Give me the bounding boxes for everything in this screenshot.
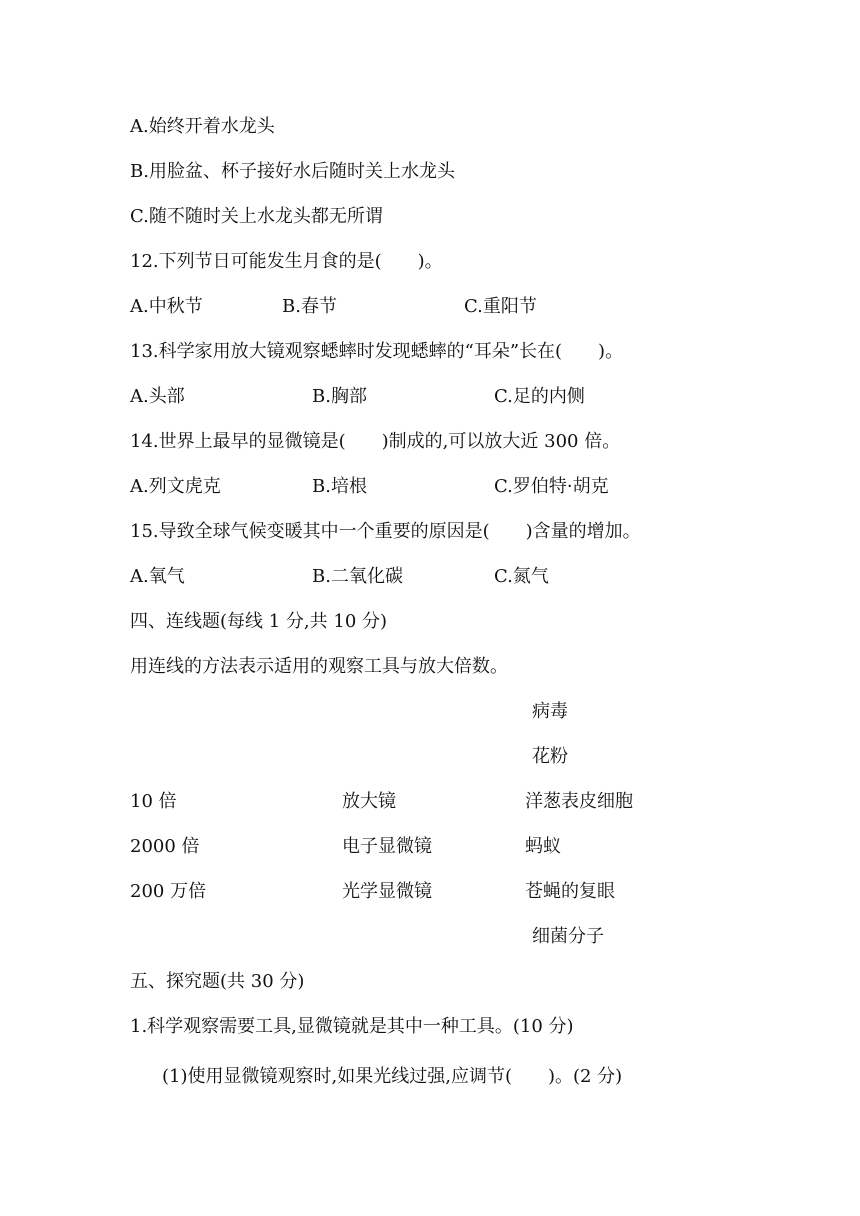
q14-stem: 14.世界上最早的显微镜是( )制成的,可以放大近 300 倍。 <box>130 431 621 452</box>
q15-option-b: B.二氧化碳 <box>312 566 403 587</box>
q14-option-b: B.培根 <box>312 476 367 497</box>
q13-option-c: C.足的内侧 <box>494 386 585 407</box>
section4-heading: 四、连线题(每线 1 分,共 10 分) <box>130 611 388 632</box>
section5-heading: 五、探究题(共 30 分) <box>130 971 305 992</box>
q12-stem: 12.下列节日可能发生月食的是( )。 <box>130 251 443 272</box>
matching-magnification-2000x: 2000 倍 <box>130 836 200 857</box>
q12-option-b: B.春节 <box>282 296 337 317</box>
matching-object-virus: 病毒 <box>532 701 568 722</box>
matching-tool-optical-microscope: 光学显微镜 <box>342 881 432 902</box>
q13-option-a: A.头部 <box>130 386 185 407</box>
section4-instruction: 用连线的方法表示适用的观察工具与放大倍数。 <box>130 656 508 677</box>
q12-option-a: A.中秋节 <box>130 296 203 317</box>
matching-object-onion-cell: 洋葱表皮细胞 <box>525 791 633 812</box>
q15-option-c: C.氮气 <box>494 566 549 587</box>
matching-object-fly-compound-eye: 苍蝇的复眼 <box>525 881 615 902</box>
matching-object-ant: 蚂蚁 <box>525 836 561 857</box>
matching-magnification-10x: 10 倍 <box>130 791 177 812</box>
q15-option-a: A.氧气 <box>130 566 185 587</box>
matching-tool-magnifier: 放大镜 <box>342 791 396 812</box>
q12-option-c: C.重阳节 <box>464 296 537 317</box>
matching-tool-electron-microscope: 电子显微镜 <box>342 836 432 857</box>
q13-option-b: B.胸部 <box>312 386 367 407</box>
q14-option-a: A.列文虎克 <box>130 476 221 497</box>
q14-option-c: C.罗伯特·胡克 <box>494 476 609 497</box>
q11-option-a: A.始终开着水龙头 <box>130 116 275 137</box>
q15-stem: 15.导致全球气候变暖其中一个重要的原因是( )含量的增加。 <box>130 521 641 542</box>
section5-q1-stem: 1.科学观察需要工具,显微镜就是其中一种工具。(10 分) <box>130 1016 574 1037</box>
q11-option-b: B.用脸盆、杯子接好水后随时关上水龙头 <box>130 161 455 182</box>
matching-object-pollen: 花粉 <box>532 746 568 767</box>
q13-stem: 13.科学家用放大镜观察蟋蟀时发现蟋蟀的“耳朵”长在( )。 <box>130 341 624 362</box>
section5-q1-sub1: (1)使用显微镜观察时,如果光线过强,应调节( )。(2 分) <box>162 1066 623 1087</box>
matching-magnification-2million-x: 200 万倍 <box>130 881 207 902</box>
q11-option-c: C.随不随时关上水龙头都无所谓 <box>130 206 383 227</box>
matching-object-bacteria-molecule: 细菌分子 <box>532 926 604 947</box>
